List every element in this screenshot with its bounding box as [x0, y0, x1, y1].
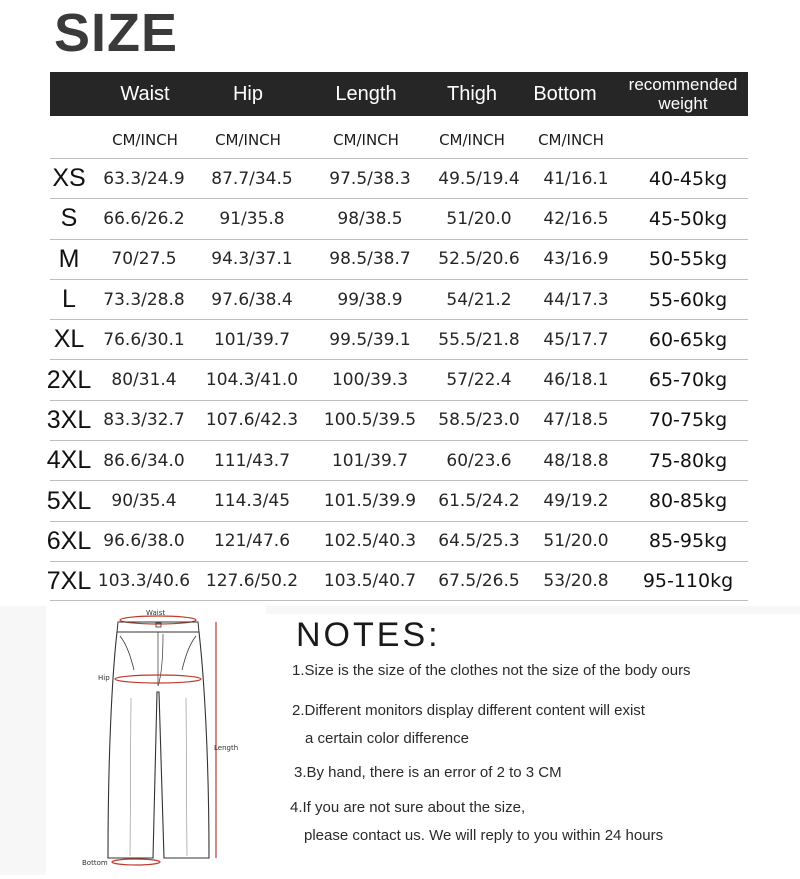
recommended-weight-value: 40-45kg: [648, 167, 728, 190]
thigh-value: 49.5/19.4: [438, 168, 520, 189]
size-label: S: [60, 204, 78, 233]
diagram-bottom-label: Bottom: [82, 859, 108, 867]
length-value: 102.5/40.3: [323, 531, 417, 552]
thigh-value: 55.5/21.8: [438, 329, 520, 350]
waist-value: 80/31.4: [111, 370, 177, 391]
hip-value: 87.7/34.5: [211, 168, 293, 189]
waist-value: 83.3/32.7: [103, 410, 185, 431]
table-row: [46, 561, 748, 601]
table-header: [50, 72, 748, 116]
bottom-measure-line: [112, 859, 160, 865]
recommended-weight-value: 45-50kg: [648, 207, 728, 230]
waist-value: 73.3/28.8: [103, 289, 185, 310]
page-title: SIZE: [54, 3, 179, 63]
size-label: 6XL: [46, 526, 92, 555]
thigh-value: 51/20.0: [446, 208, 512, 229]
thigh-value: 58.5/23.0: [438, 410, 520, 431]
table-row: [50, 279, 748, 319]
bottom-value: 46/18.1: [543, 370, 609, 391]
unit-length: CM/INCH: [333, 131, 399, 149]
waist-value: 103.3/40.6: [97, 571, 191, 592]
header-recommended-weight: recommended weight: [628, 75, 738, 113]
thigh-value: 52.5/20.6: [438, 249, 520, 270]
waist-value: 70/27.5: [111, 249, 177, 270]
note-2-line-1: 2.Different monitors display different content will exist: [292, 702, 645, 719]
diagram-hip-label: Hip: [98, 674, 110, 682]
recommended-weight-value: 85-95kg: [648, 530, 728, 553]
bottom-value: 44/17.3: [543, 289, 609, 310]
size-label: 4XL: [46, 446, 92, 475]
thigh-value: 54/21.2: [446, 289, 512, 310]
table-row: [50, 319, 748, 359]
hip-value: 101/39.7: [213, 329, 291, 350]
bottom-value: 49/19.2: [543, 491, 609, 512]
recommended-weight-value: 55-60kg: [648, 288, 728, 311]
thigh-value: 67.5/26.5: [438, 571, 520, 592]
recommended-weight-value: 50-55kg: [648, 248, 728, 271]
recommended-weight-value: 95-110kg: [642, 570, 734, 593]
table-row: [46, 521, 748, 561]
waist-value: 66.6/26.2: [103, 208, 185, 229]
table-row: [50, 198, 748, 238]
hip-value: 127.6/50.2: [205, 571, 299, 592]
header-waist: Waist: [120, 82, 170, 105]
bottom-value: 45/17.7: [543, 329, 609, 350]
waist-value: 76.6/30.1: [103, 329, 185, 350]
header-length: Length: [335, 82, 397, 105]
size-label: XS: [52, 164, 86, 193]
diagram-length-label: Length: [214, 744, 239, 752]
bottom-value: 41/16.1: [543, 168, 609, 189]
size-label: 5XL: [46, 486, 92, 515]
waist-value: 86.6/34.0: [103, 450, 185, 471]
unit-hip: CM/INCH: [215, 131, 281, 149]
size-table-body: [46, 158, 748, 601]
pants-diagram-drawing: [46, 606, 266, 875]
waist-value: 90/35.4: [111, 491, 177, 512]
note-1: 1.Size is the size of the clothes not the size of the body ours: [292, 662, 691, 679]
hip-value: 91/35.8: [219, 208, 285, 229]
recommended-weight-value: 70-75kg: [648, 409, 728, 432]
table-row: [50, 239, 748, 279]
hip-value: 104.3/41.0: [205, 370, 299, 391]
header-bottom: Bottom: [533, 82, 597, 105]
table-row: [50, 158, 748, 198]
note-3: 3.By hand, there is an error of 2 to 3 CM: [294, 764, 562, 781]
length-value: 98/38.5: [337, 208, 403, 229]
hip-value: 111/43.7: [213, 450, 291, 471]
note-2-line-2: a certain color difference: [305, 730, 469, 747]
waist-value: 96.6/38.0: [103, 531, 185, 552]
notes-title: NOTES:: [296, 616, 441, 654]
length-value: 97.5/38.3: [329, 168, 411, 189]
size-label: 3XL: [46, 405, 92, 434]
length-value: 100.5/39.5: [323, 410, 417, 431]
bottom-value: 42/16.5: [543, 208, 609, 229]
length-value: 99/38.9: [337, 289, 403, 310]
bottom-value: 48/18.8: [543, 450, 609, 471]
note-4-line-1: 4.If you are not sure about the size,: [290, 799, 526, 816]
note-4-line-2: please contact us. We will reply to you within 24 hours: [304, 827, 664, 844]
size-label: M: [58, 244, 80, 273]
pants-diagram: [46, 606, 266, 875]
thigh-value: 57/22.4: [446, 370, 512, 391]
length-value: 98.5/38.7: [329, 249, 411, 270]
recommended-weight-value: 80-85kg: [648, 490, 728, 513]
units-row: [50, 122, 748, 158]
thigh-value: 64.5/25.3: [438, 531, 520, 552]
length-value: 99.5/39.1: [329, 329, 411, 350]
hip-value: 114.3/45: [213, 491, 291, 512]
length-value: 101.5/39.9: [323, 491, 417, 512]
unit-bottom: CM/INCH: [538, 131, 604, 149]
size-label: L: [62, 285, 76, 314]
unit-waist: CM/INCH: [112, 131, 178, 149]
size-label: XL: [53, 325, 85, 354]
header-hip: Hip: [232, 82, 263, 105]
recommended-weight-value: 65-70kg: [648, 369, 728, 392]
bottom-value: 53/20.8: [543, 571, 609, 592]
thigh-value: 60/23.6: [446, 450, 512, 471]
recommended-weight-value: 75-80kg: [648, 449, 728, 472]
bottom-value: 47/18.5: [543, 410, 609, 431]
recommended-weight-value: 60-65kg: [648, 328, 728, 351]
diagram-waist-label: Waist: [146, 609, 166, 617]
thigh-value: 61.5/24.2: [438, 491, 520, 512]
length-value: 101/39.7: [331, 450, 409, 471]
hip-value: 94.3/37.1: [211, 249, 293, 270]
length-value: 103.5/40.7: [323, 571, 417, 592]
bottom-value: 43/16.9: [543, 249, 609, 270]
table-row: [46, 359, 748, 399]
size-label: 2XL: [46, 365, 92, 394]
waist-value: 63.3/24.9: [103, 168, 185, 189]
unit-thigh: CM/INCH: [439, 131, 505, 149]
bottom-value: 51/20.0: [543, 531, 609, 552]
hip-value: 97.6/38.4: [211, 289, 293, 310]
hip-value: 107.6/42.3: [205, 410, 299, 431]
hip-value: 121/47.6: [213, 531, 291, 552]
header-thigh: Thigh: [446, 82, 498, 105]
length-value: 100/39.3: [331, 370, 409, 391]
table-row: [46, 440, 748, 480]
table-row: [46, 480, 748, 520]
table-row: [46, 400, 748, 440]
size-label: 7XL: [46, 566, 92, 595]
